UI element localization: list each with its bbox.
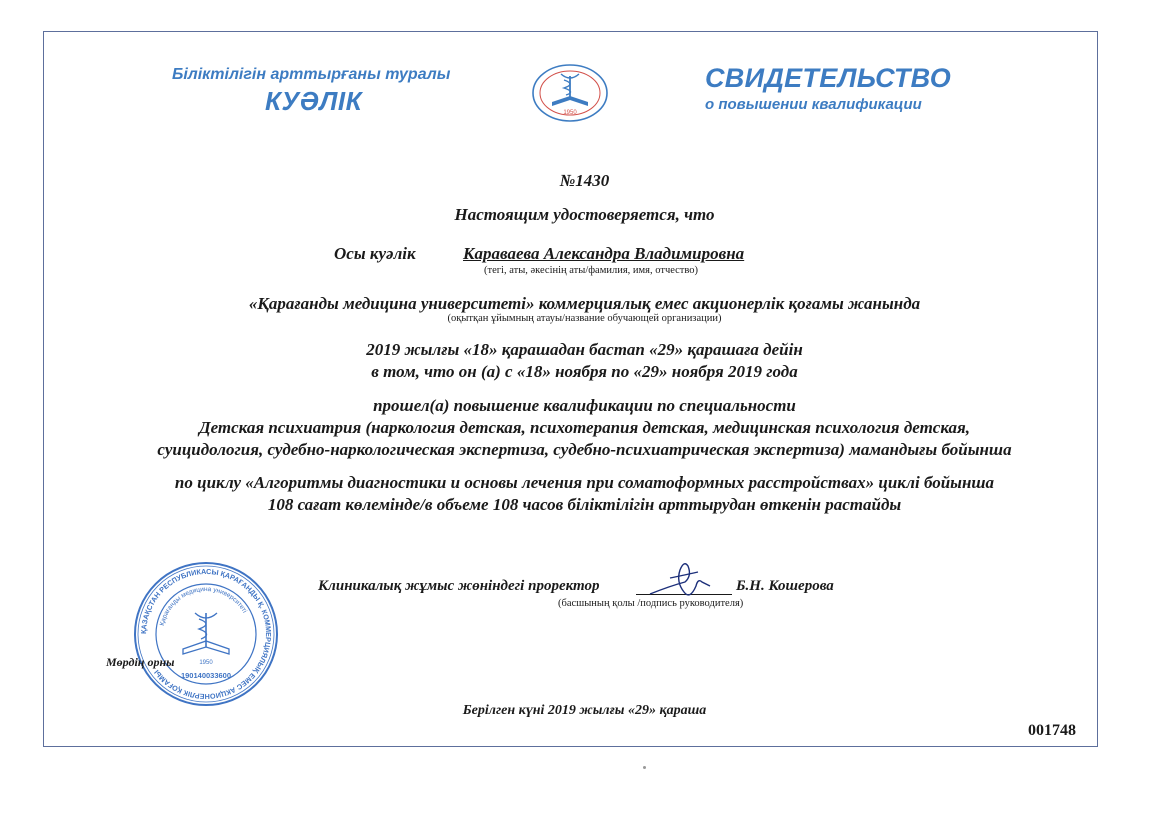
hours-text: 108 сағат көлемінде/в объеме 108 часов біліктілігін арттырудан өткенін растайды — [267, 495, 902, 514]
logo-year: 1950 — [563, 110, 577, 116]
serial-number: 001748 — [1028, 722, 1076, 739]
svg-text:1950: 1950 — [199, 660, 213, 666]
signature-caption: (басшының қолы /подпись руководителя) — [558, 598, 744, 609]
organization-caption: (оқытқан ұйымның атауы/название обучающей организации) — [447, 313, 722, 324]
specialty-line-1: Детская психиатрия (наркология детская, психотерапия детская, медицинская психология детская, — [198, 418, 971, 437]
organization: «Қарағанды медицина университеті» коммерциялық емес акционерлік қоғамы жанында — [248, 294, 921, 313]
svg-text:190140033600: 190140033600 — [180, 671, 232, 680]
cycle-text: по циклу «Алгоритмы диагностики и основы лечения при соматоформных расстройствах» циклі бойынша — [174, 473, 995, 492]
holder-name: Караваева Александра Владимировна — [463, 244, 745, 263]
ru-title: СВИДЕТЕЛЬСТВО — [705, 63, 952, 93]
certificate-number: №1430 — [559, 171, 610, 190]
kz-title: КУӘЛІК — [265, 86, 363, 116]
passed-text: прошел(а) повышение квалификации по специальности — [373, 396, 796, 415]
round-seal-stamp — [133, 561, 279, 707]
holder-prefix: Осы куәлік — [334, 244, 416, 263]
kz-subtitle: Біліктілігін арттырғаны туралы — [172, 66, 451, 83]
signer-name: Б.Н. Кошерова — [736, 578, 834, 594]
seal-place-label: Мөрдің орны — [106, 655, 175, 669]
ru-subtitle: о повышении квалификации — [705, 96, 922, 113]
svg-text:Қарағанды медицина университет: Қарағанды медицина университеті — [158, 585, 248, 627]
speck — [643, 766, 646, 769]
period-ru: в том, что он (а) с «18» ноября по «29» ноября 2019 года — [371, 362, 798, 381]
issued-date: Берілген күні 2019 жылғы «29» қараша — [462, 703, 707, 718]
handwritten-signature — [640, 556, 720, 604]
holder-caption: (тегі, аты, әкесінің аты/фамилия, имя, отчество) — [484, 265, 699, 276]
specialty-line-2: суицидология, судебно-наркологическая экспертиза, судебно-психиатрическая экспертиза) мамандығы бойынша — [157, 440, 1012, 459]
period-kz: 2019 жылғы «18» қарашадан бастап «29» қарашаға дейін — [366, 340, 803, 359]
signer-title: Клиникалық жұмыс жөніндегі проректор — [318, 578, 600, 594]
university-emblem-icon — [530, 62, 610, 124]
certifies-text: Настоящим удостоверяется, что — [454, 205, 715, 224]
svg-text:ҚАЗАҚСТАН РЕСПУБЛИКАСЫ ҚАРАҒАН: ҚАЗАҚСТАН РЕСПУБЛИКАСЫ ҚАРАҒАНДЫ Қ. КОММЕРЦИЯЛЫҚ ЕМЕС АКЦИОНЕРЛІК ҚОҒАМЫ — [138, 566, 274, 702]
